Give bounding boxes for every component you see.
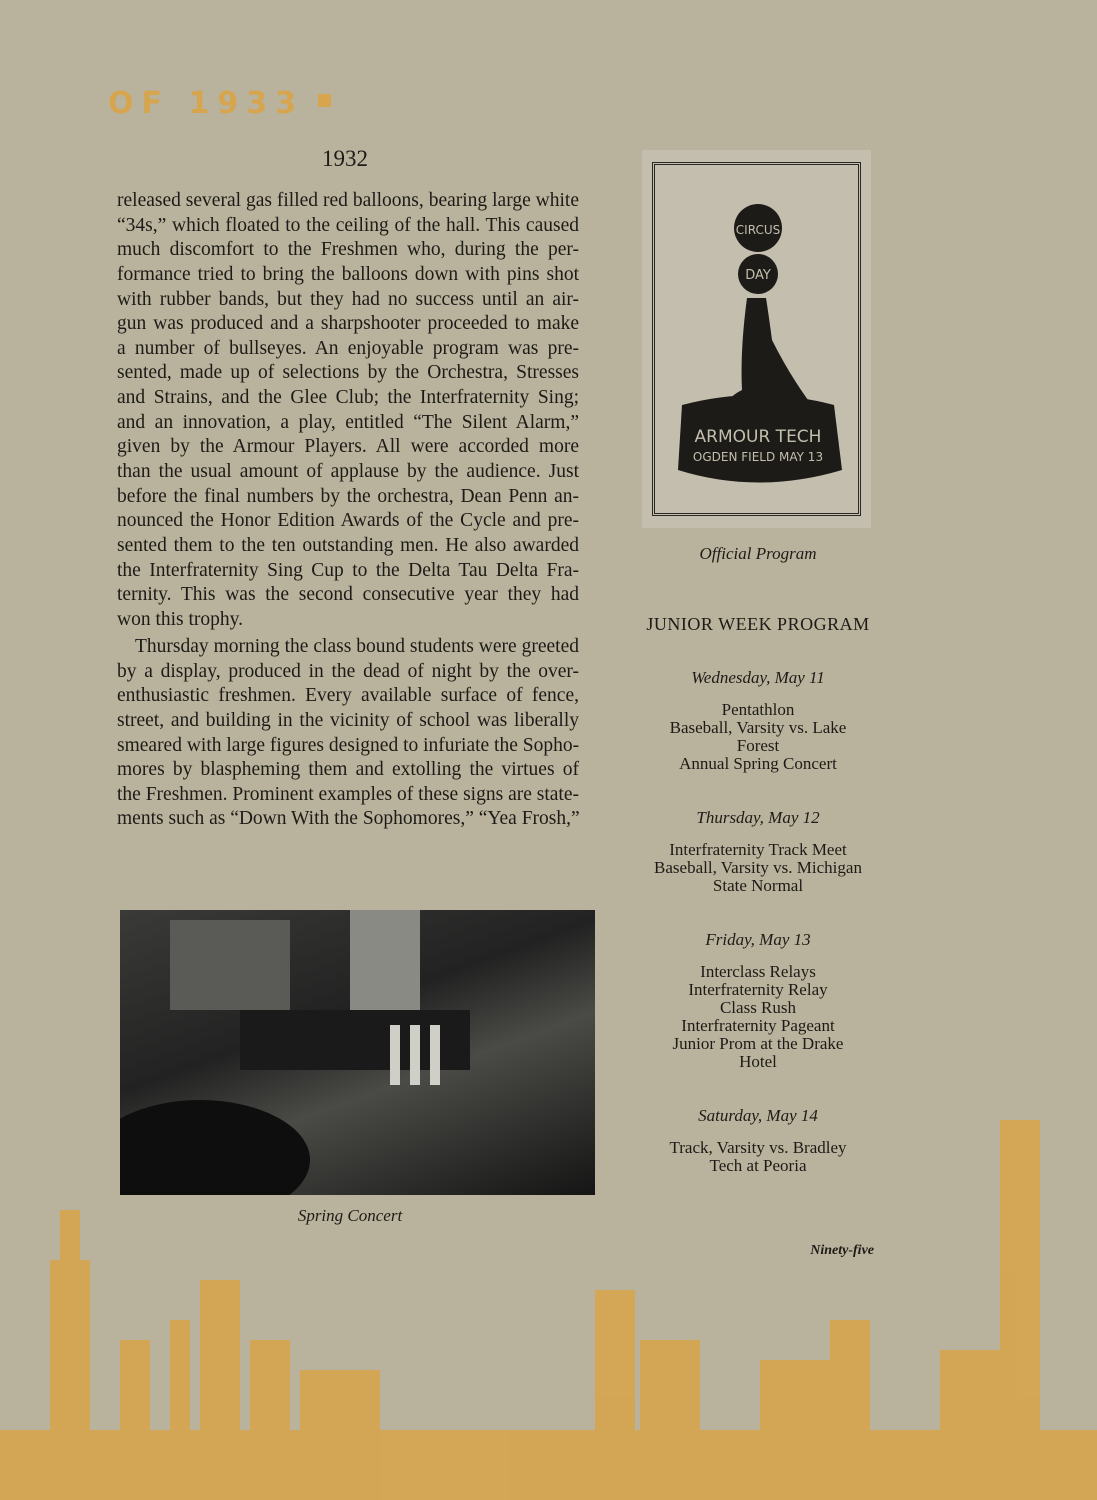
program-day-heading: Saturday, May 14 (698, 1106, 818, 1125)
text-line: Thursday morning the class bound students were greeted (135, 636, 579, 657)
text-line: released several gas filled red balloons, bearing large white (117, 190, 579, 211)
text-line: and Strains, and the Glee Club; the Interfraternity Sing; (117, 387, 579, 409)
text-line: much discomfort to the Freshmen who, during the per- (117, 239, 579, 261)
program-event: Pentathlon (721, 700, 795, 719)
program-caption: Official Program (699, 544, 817, 563)
circus-lettering: CIRCUS (735, 223, 781, 237)
section-year: 1932 (322, 146, 368, 171)
program-event: Track, Varsity vs. Bradley (669, 1138, 847, 1157)
running-title-text: OF 1933 (108, 86, 304, 121)
text-line: formance tried to bring the balloons down with pins shot (117, 263, 579, 285)
program-event: Junior Prom at the Drake (672, 1034, 844, 1053)
program-event: Class Rush (719, 998, 797, 1017)
text-line: gun was produced and a sharpshooter proceeded to make (117, 313, 579, 335)
text-line: and an innovation, a play, entitled “The Silent Alarm,” (117, 411, 579, 433)
program-event: Baseball, Varsity vs. Lake (669, 718, 847, 737)
paragraph-1 (117, 189, 579, 633)
armour-tech-lettering: ARMOUR TECH (694, 427, 822, 447)
program-event: Baseball, Varsity vs. Michigan (654, 858, 862, 877)
day-lettering: DAY (745, 268, 771, 283)
text-line: ternity. This was the second consecutive year they had (117, 584, 579, 606)
skyline-illustration (0, 1110, 1097, 1500)
program-day (640, 809, 876, 895)
ogden-field-lettering: OGDEN FIELD MAY 13 (692, 450, 824, 464)
program-day (640, 931, 876, 1071)
junior-week-program (640, 615, 876, 1175)
text-line: smeared with large figures designed to infuriate the Sopho- (117, 734, 580, 756)
program-event: Interfraternity Pageant (681, 1016, 835, 1035)
official-program-image (642, 150, 871, 528)
program-day-heading: Wednesday, May 11 (691, 668, 825, 687)
program-event: State Normal (712, 876, 804, 895)
text-line: sented them to the ten outstanding men. He also awarded (117, 534, 579, 556)
program-day-heading: Friday, May 13 (705, 930, 811, 949)
program-event: Hotel (739, 1052, 777, 1071)
photo-caption: Spring Concert (297, 1206, 403, 1225)
program-day-heading: Thursday, May 12 (696, 808, 820, 827)
page-number: Ninety-five (810, 1243, 874, 1258)
text-line: “34s,” which floated to the ceiling of the hall. This caused (117, 214, 579, 236)
text-line: with rubber bands, but they had no success until an air- (117, 288, 579, 310)
text-line: the Freshmen. Prominent examples of these signs are state- (117, 783, 579, 805)
text-line: ments such as “Down With the Sophomores,” “Yea Frosh,” (117, 808, 580, 830)
text-line: mores by blaspheming them and extolling the virtues of (117, 759, 579, 781)
program-day (640, 669, 876, 773)
text-line: street, and building in the vicinity of school was liberally (117, 709, 579, 731)
circus-seal-illustration (642, 150, 871, 528)
running-title (108, 86, 331, 121)
text-line: a number of bullseyes. An enjoyable program was pre- (117, 337, 579, 359)
program-event: Interfraternity Track Meet (669, 840, 847, 859)
program-event: Tech at Peoria (709, 1156, 807, 1175)
program-event: Forest (736, 736, 780, 755)
text-line: sented, made up of selections by the Orchestra, Stresses (117, 362, 579, 384)
text-line: by a display, produced in the dead of night by the over- (117, 660, 579, 682)
paragraph-2 (117, 635, 579, 832)
text-line: nounced the Honor Edition Awards of the Cycle and pre- (117, 510, 579, 532)
program-event: Interclass Relays (700, 962, 816, 981)
text-line: won this trophy. (117, 608, 244, 630)
program-event: Interfraternity Relay (688, 980, 828, 999)
square-ornament (318, 94, 331, 107)
text-line: enthusiastic freshmen. Every available surface of fence, (117, 685, 579, 707)
text-line: before the final numbers by the orchestra, Dean Penn an- (117, 485, 579, 507)
text-line: the Interfraternity Sing Cup to the Delta Tau Delta Fra- (117, 559, 579, 581)
program-event: Annual Spring Concert (679, 754, 837, 773)
text-line: given by the Armour Players. All were accorded more (117, 436, 579, 458)
text-line: than the usual amount of applause by the audience. Just (117, 461, 579, 483)
junior-week-title: JUNIOR WEEK PROGRAM (646, 614, 870, 634)
